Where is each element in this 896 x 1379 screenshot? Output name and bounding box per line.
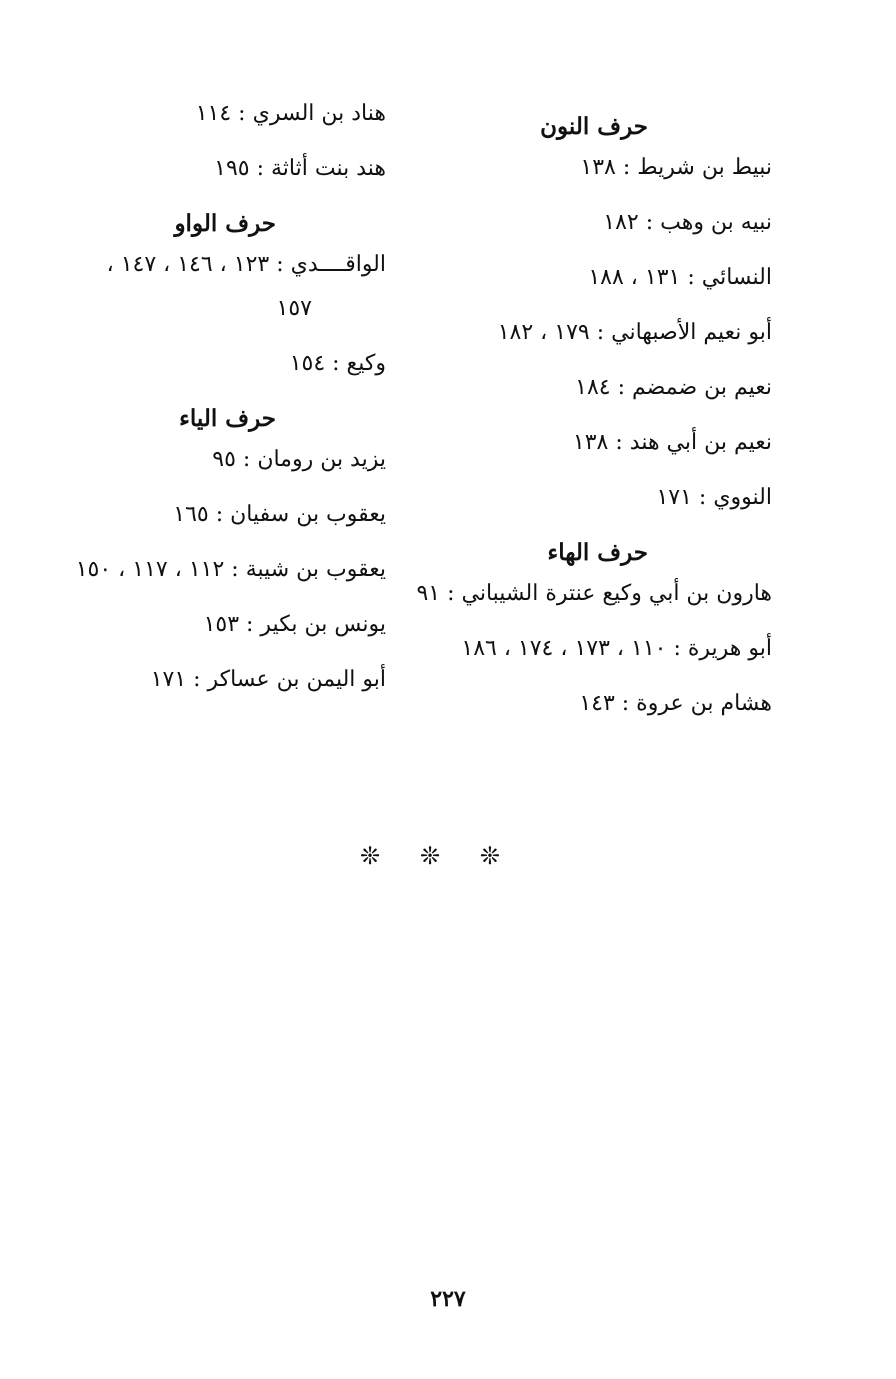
letter-heading: حرف الهاء [547,539,648,566]
entry-pages: ١٧١ [656,485,692,510]
entry-colon: : [249,156,271,181]
index-entry [412,209,772,237]
entry-colon: : [638,210,661,235]
entry-colon: : [208,502,231,527]
entry-name: نبيه بن وهب [660,210,772,235]
entry-name: الواقــــدي [290,252,386,277]
index-entry [412,374,772,402]
index-entry [46,446,386,474]
entry-pages: ١٧١ [150,667,187,692]
entry-colon: : [589,320,612,345]
entry-name: النسائي [701,265,772,290]
entry-pages: ١٣٨ [572,430,609,455]
entry-pages: ١٣٨ [580,155,616,180]
star-ornament-icon: ❊ [479,842,500,870]
entry-name: يونس بن بكير [260,612,386,637]
entry-pages: ١٤٣ [579,691,615,716]
entry-pages: ٩٥ [212,447,236,472]
index-entry [412,635,772,663]
entry-colon: : [666,636,688,661]
index-entry [412,319,772,347]
entry-name: نبيط بن شريط [637,155,772,180]
index-entry [46,556,386,584]
entry-colon: : [615,155,638,180]
index-entry [46,501,386,529]
entry-name: النووي [713,485,772,510]
entry-name: هارون بن أبي وكيع عنترة الشيباني [461,581,772,606]
entry-colon: : [186,667,208,692]
page-number: ٢٢٧ [430,1286,466,1312]
entry-pages: ١٥٤ [289,351,326,376]
index-entry [46,611,386,639]
index-entry [412,690,772,718]
entry-pages: ١٩٥ [214,156,250,181]
index-entry [46,100,386,128]
entry-name: يزيد بن رومان [257,447,386,472]
index-entry [46,350,386,378]
entry-colon: : [224,557,246,582]
letter-heading: حرف الياء [179,405,276,432]
entry-colon: : [614,691,637,716]
index-entry [412,154,772,182]
entry-pages: ١٨٢ [603,210,639,235]
letter-heading: حرف النون [540,113,648,140]
index-entry [412,264,772,292]
entry-colon: : [239,612,261,637]
entry-colon: : [269,252,291,277]
entry-name: هناد بن السري [252,101,386,126]
entry-name: وكيع [346,351,386,376]
entry-pages: ١٦٥ [173,502,209,527]
entry-pages: ١١٠ ، ١٧٣ ، ١٧٤ ، ١٨٦ [461,636,667,661]
entry-colon: : [440,581,462,606]
entry-name: أبو اليمن بن عساكر [207,667,386,692]
index-entry [412,484,772,512]
entry-pages: ١١٢ ، ١١٧ ، ١٥٠ [75,557,225,582]
star-ornament-icon: ❊ [360,842,381,870]
entry-colon: : [691,485,714,510]
entry-colon: : [680,265,702,290]
entry-name: هشام بن عروة [636,691,772,716]
index-entry [46,666,386,694]
entry-name: أبو هريرة [687,636,772,661]
entry-name: يعقوب بن سفيان [230,502,386,527]
entry-name: نعيم بن ضمضم [632,375,772,400]
index-entry [46,155,386,183]
entry-pages: ٩١ [416,581,441,606]
entry-name: نعيم بن أبي هند [629,430,772,455]
entry-pages-continued: ١٥٧ [276,296,312,321]
entry-colon: : [235,447,258,472]
index-column-right [412,100,772,745]
entry-pages: ١٨٤ [575,375,611,400]
entry-pages: ١١٤ [195,101,232,126]
section-separator [360,842,500,870]
letter-heading: حرف الواو [174,210,276,237]
star-ornament-icon: ❊ [419,842,441,870]
entry-pages: ١٣١ ، ١٨٨ [588,265,681,290]
index-entry [46,251,386,323]
entry-pages: ١٥٣ [203,612,240,637]
entry-name: يعقوب بن شيبة [245,557,386,582]
entry-colon: : [608,430,630,455]
entry-name: هند بنت أثاثة [271,156,386,181]
entry-colon: : [231,101,253,126]
index-entry [412,580,772,608]
entry-colon: : [610,375,632,400]
entry-name: أبو نعيم الأصبهاني [611,320,772,345]
index-entry [412,429,772,457]
entry-pages: ١٧٩ ، ١٨٢ [497,320,590,345]
index-column-left [46,100,386,721]
entry-pages: ١٢٣ ، ١٤٦ ، ١٤٧ ، [106,252,270,277]
entry-colon: : [325,351,347,376]
